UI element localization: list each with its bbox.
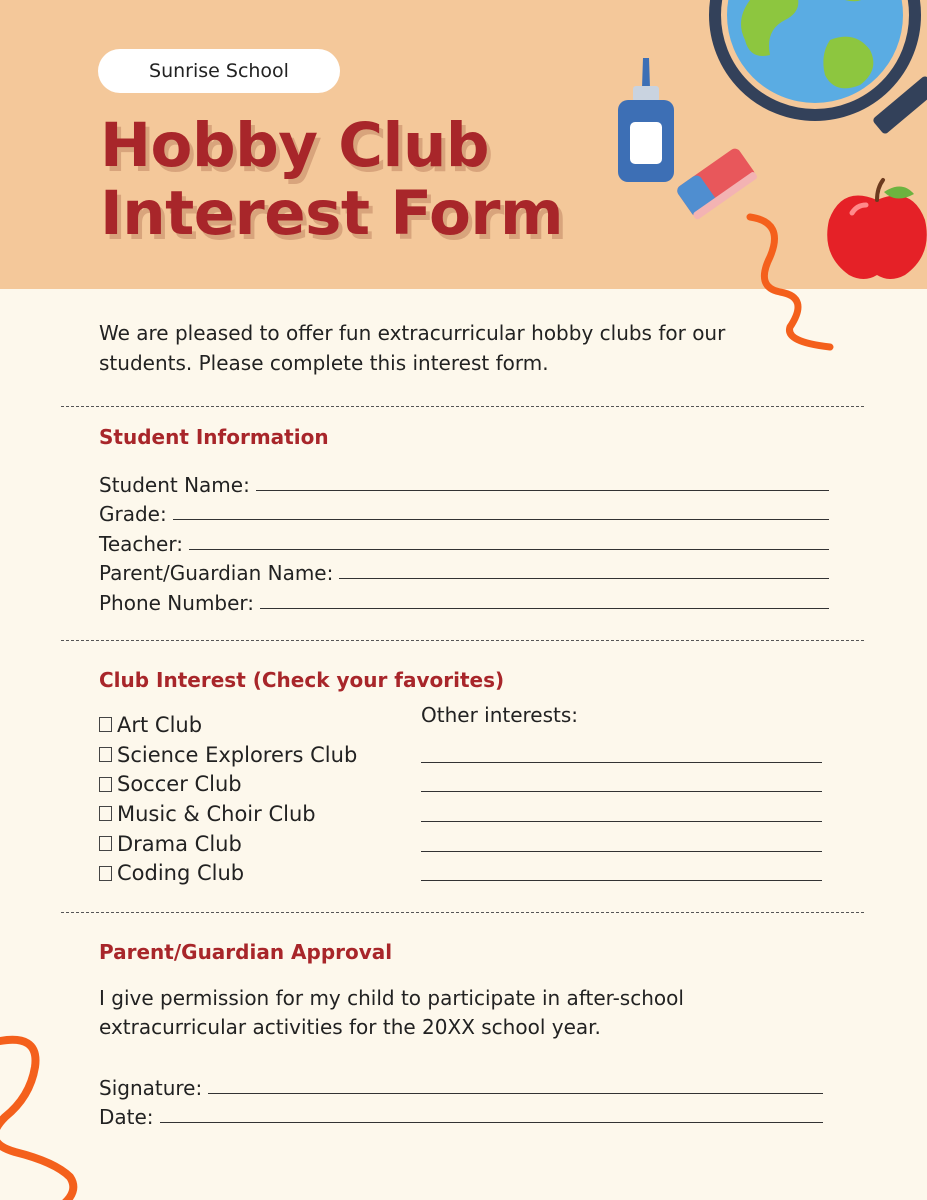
blank-line[interactable] [421, 852, 822, 882]
checkbox[interactable] [99, 866, 112, 881]
apple-icon [822, 178, 927, 288]
student-info-fields [99, 467, 829, 615]
parent-name-field[interactable] [99, 556, 829, 586]
title-line-1: Hobby Club [100, 110, 490, 181]
squiggle-icon [0, 1030, 110, 1200]
club-option-music[interactable] [99, 799, 399, 829]
title-line-2: Interest Form [100, 178, 564, 249]
other-interests-lines [421, 733, 822, 881]
blank-line[interactable] [421, 733, 822, 763]
approval-title: Parent/Guardian Approval [99, 940, 393, 964]
field-label: Grade: [99, 502, 167, 526]
blank-line[interactable] [421, 822, 822, 852]
grade-field[interactable] [99, 497, 829, 527]
intro-text: We are pleased to offer fun extracurricular hobby clubs for our students. Please complete this interest form. [99, 321, 726, 375]
club-label: Science Explorers Club [117, 742, 358, 767]
squiggle-icon [745, 212, 835, 352]
club-label: Music & Choir Club [117, 801, 316, 826]
blank-line[interactable] [260, 608, 829, 609]
field-label: Parent/Guardian Name: [99, 561, 334, 585]
blank-line[interactable] [421, 792, 822, 822]
field-label: Teacher: [99, 531, 183, 556]
checkbox[interactable] [99, 717, 112, 732]
other-interests-label: Other interests: [421, 703, 579, 727]
field-label: Student Name: [99, 472, 250, 497]
teacher-field[interactable] [99, 526, 829, 556]
club-option-soccer[interactable] [99, 769, 399, 799]
checkbox[interactable] [99, 777, 112, 792]
blank-line[interactable] [339, 578, 829, 579]
divider [61, 640, 864, 641]
club-checklist [99, 710, 399, 888]
club-interest-title: Club Interest (Check your favorites) [99, 668, 505, 692]
page-title [100, 112, 563, 248]
blank-line[interactable] [189, 549, 829, 550]
club-label: Art Club [117, 712, 203, 737]
checkbox[interactable] [99, 806, 112, 821]
club-option-science[interactable] [99, 740, 399, 770]
club-option-art[interactable] [99, 710, 399, 740]
club-option-drama[interactable] [99, 829, 399, 859]
blank-line[interactable] [421, 763, 822, 793]
blank-line[interactable] [208, 1093, 823, 1094]
club-label: Coding Club [117, 861, 245, 886]
student-name-field[interactable] [99, 467, 829, 497]
signature-field[interactable] [99, 1070, 823, 1100]
field-label: Signature: [99, 1075, 203, 1100]
school-name-badge: Sunrise School [98, 49, 340, 93]
blank-line[interactable] [173, 519, 829, 520]
blank-line[interactable] [256, 490, 829, 491]
blank-line[interactable] [160, 1122, 823, 1123]
divider [61, 912, 864, 913]
field-label: Phone Number: [99, 590, 255, 615]
club-option-coding[interactable] [99, 858, 399, 888]
checkbox[interactable] [99, 836, 112, 851]
glue-bottle-icon [615, 58, 677, 183]
phone-number-field[interactable] [99, 585, 829, 615]
student-info-title: Student Information [99, 425, 329, 449]
checkbox[interactable] [99, 747, 112, 762]
field-label: Date: [99, 1105, 154, 1129]
divider [61, 406, 864, 407]
permission-text: I give permission for my child to participate in after-school extracurricular activities for the 20XX school year. [99, 986, 684, 1039]
club-label: Soccer Club [117, 772, 242, 797]
club-label: Drama Club [117, 831, 242, 856]
date-field[interactable] [99, 1100, 823, 1130]
approval-fields [99, 1070, 823, 1129]
